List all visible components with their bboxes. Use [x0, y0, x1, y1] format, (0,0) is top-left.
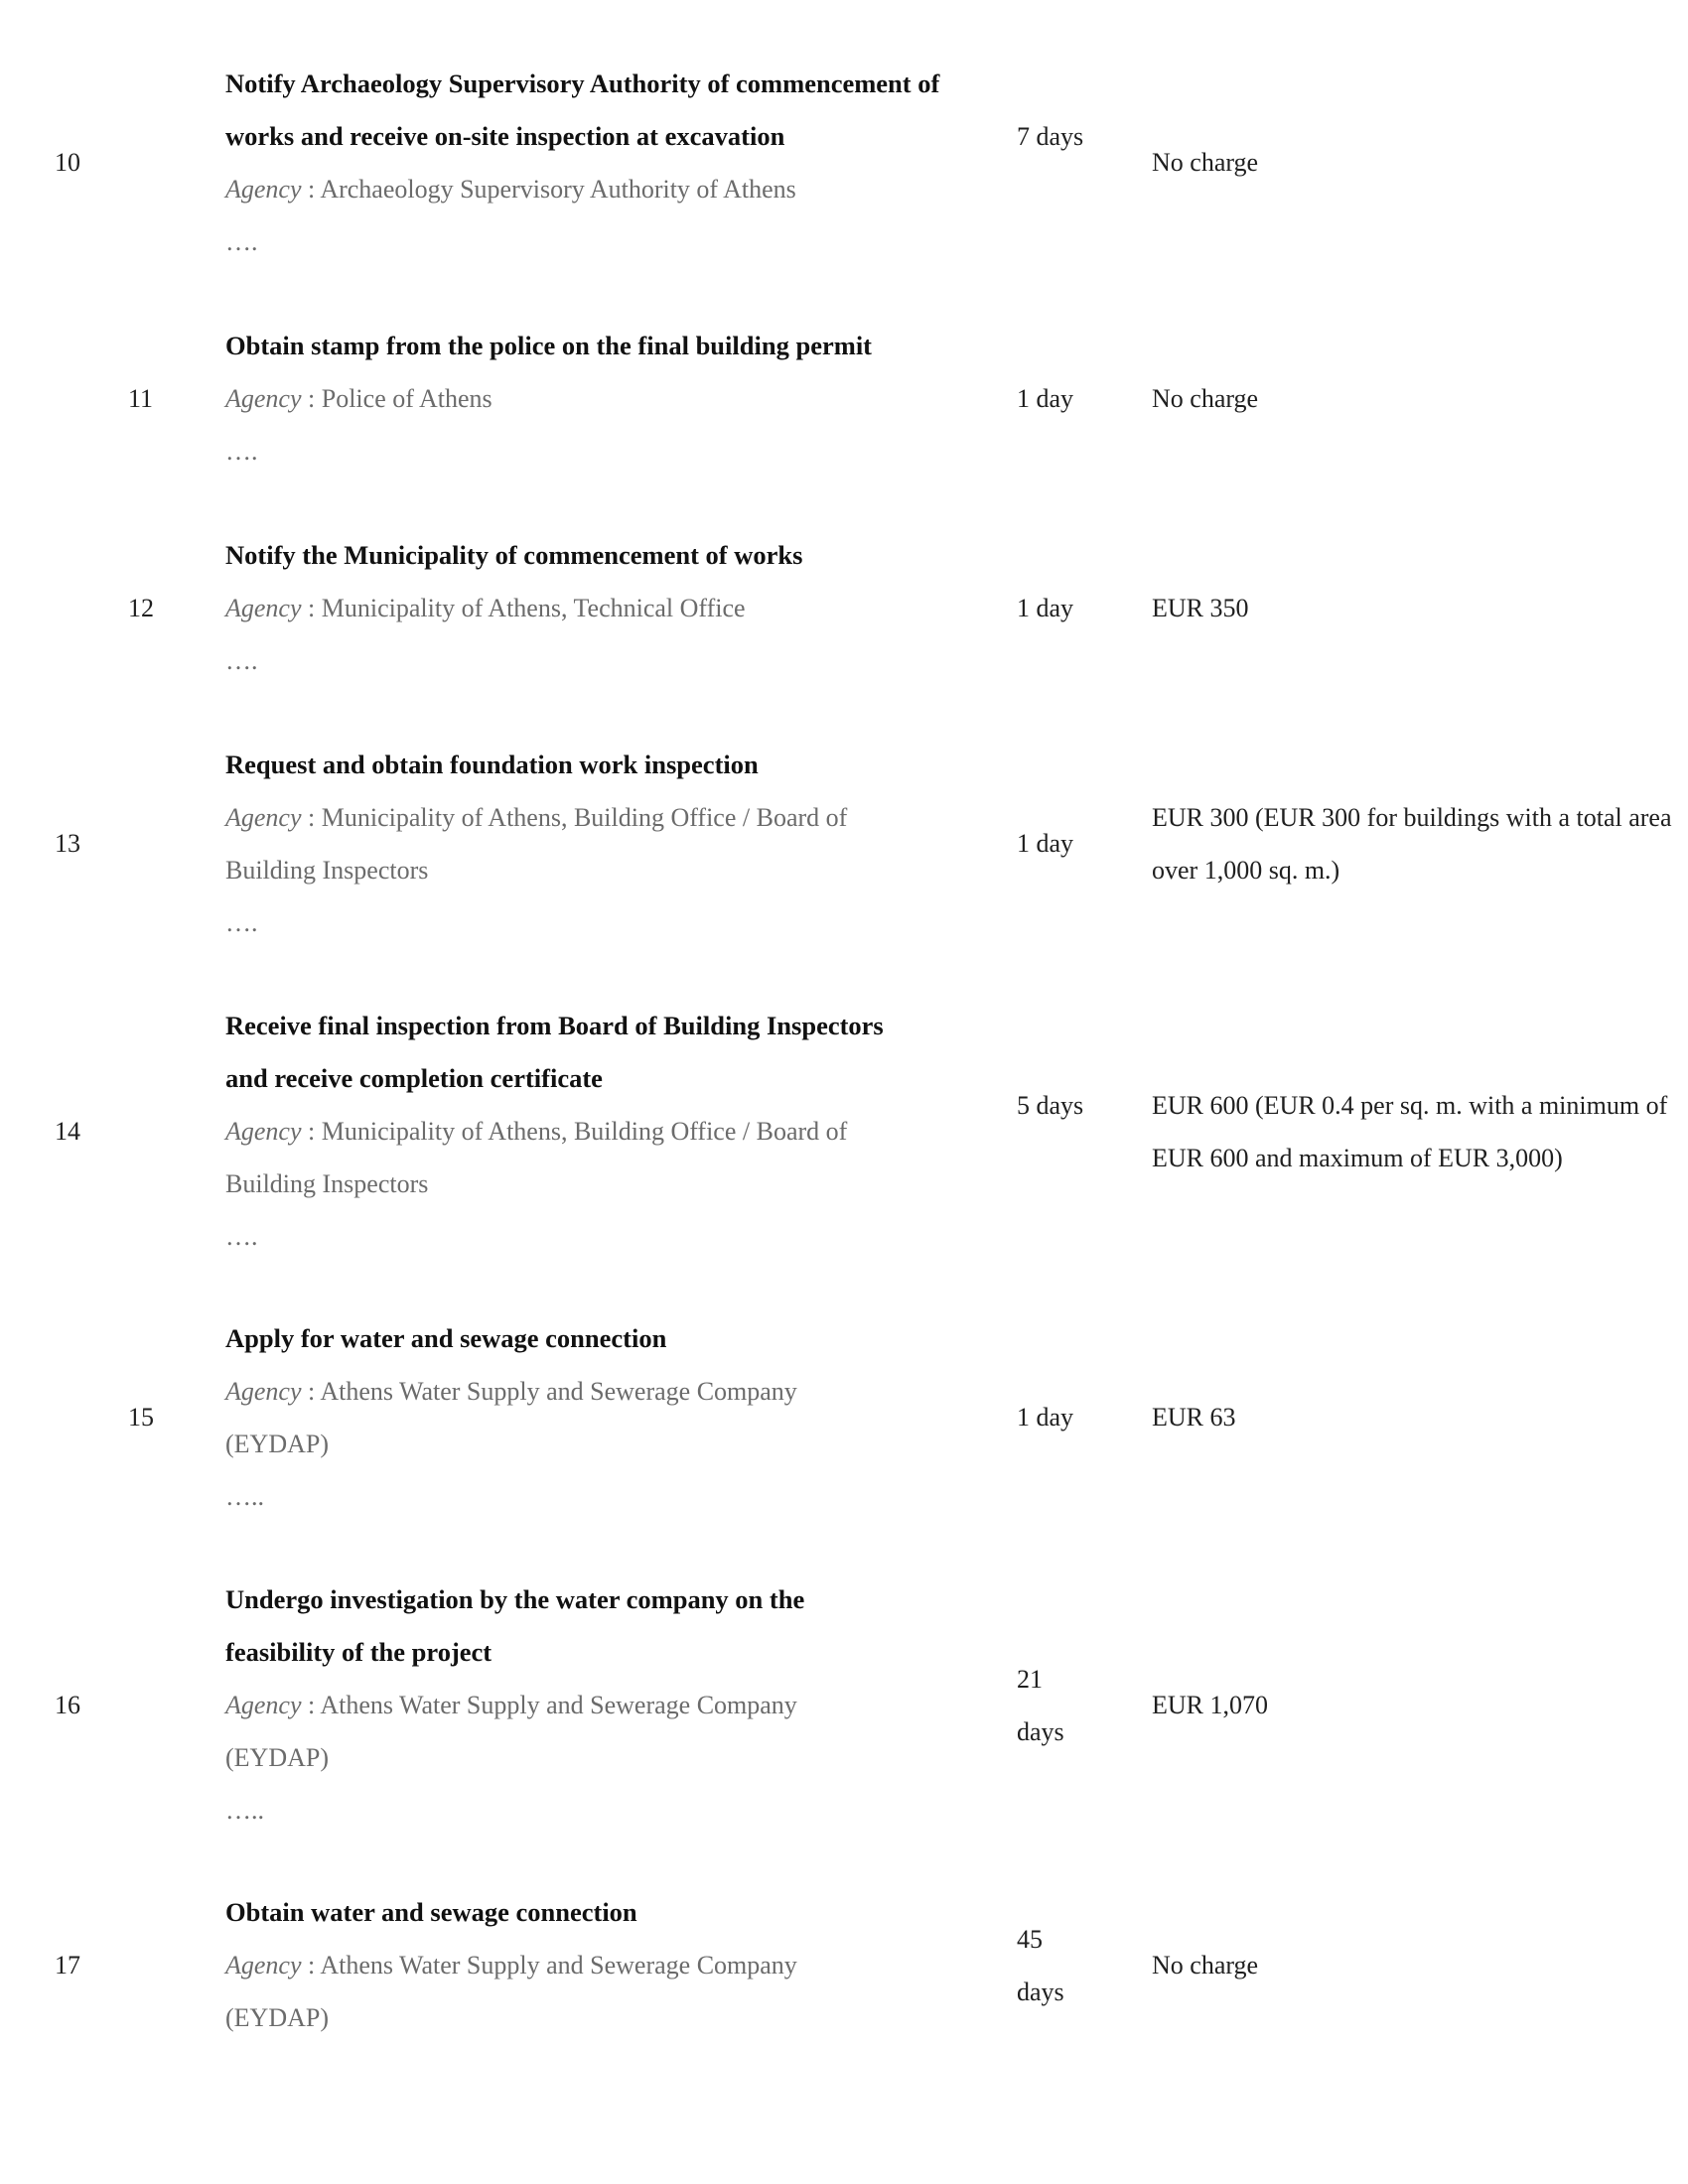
- procedure-agency: Agency : Athens Water Supply and Sewerage Company (EYDAP): [225, 1691, 797, 1772]
- procedure-time: 1 day: [1017, 384, 1074, 413]
- procedure-row: [0, 529, 1688, 688]
- procedure-details: [225, 1000, 911, 1263]
- procedure-number: 13: [55, 829, 80, 858]
- agency-name: Athens Water Supply and Sewerage Company (EYDAP): [225, 1377, 797, 1458]
- procedure-title: Receive final inspection from Board of Building Inspectors and receive completion certificate: [225, 1011, 884, 1093]
- procedure-row: [0, 739, 1688, 952]
- agency-name: Archaeology Supervisory Authority of Athens: [320, 175, 796, 204]
- procedure-row: [0, 1886, 1688, 2045]
- agency-label: Agency: [225, 1691, 302, 1719]
- procedure-number: 15: [128, 1403, 154, 1432]
- procedure-cost: EUR 300 (EUR 300 for buildings with a total area over 1,000 sq. m.): [1152, 803, 1672, 885]
- procedure-ellipsis: ….: [225, 646, 258, 675]
- agency-name: Municipality of Athens, Technical Office: [321, 594, 746, 622]
- agency-name: Athens Water Supply and Sewerage Company (EYDAP): [225, 1691, 797, 1772]
- procedure-ellipsis: ….: [225, 1222, 258, 1251]
- procedure-time: 1 day: [1017, 1403, 1074, 1432]
- procedure-agency: Agency : Police of Athens: [225, 384, 492, 413]
- procedure-number: 10: [55, 148, 80, 177]
- procedure-agency: Agency : Municipality of Athens, Building Office / Board of Building Inspectors: [225, 1117, 848, 1198]
- agency-label: Agency: [225, 1377, 302, 1406]
- procedure-details: [225, 1573, 881, 1837]
- agency-name: Municipality of Athens, Building Office / Board of Building Inspectors: [225, 1117, 848, 1198]
- procedure-title: Undergo investigation by the water company on the feasibility of the project: [225, 1584, 805, 1667]
- procedure-cost: No charge: [1152, 148, 1259, 177]
- procedure-details: [225, 1886, 881, 2044]
- agency-name: Police of Athens: [321, 384, 492, 413]
- procedure-time: 5 days: [1017, 1091, 1084, 1120]
- procedure-number: 14: [55, 1117, 80, 1146]
- procedure-title: Request and obtain foundation work inspection: [225, 750, 759, 779]
- agency-label: Agency: [225, 803, 302, 832]
- agency-name: Municipality of Athens, Building Office / Board of Building Inspectors: [225, 803, 848, 885]
- procedure-time: 1 day: [1017, 594, 1074, 622]
- procedure-cost: EUR 1,070: [1152, 1691, 1268, 1719]
- procedure-title: Obtain stamp from the police on the final building permit: [225, 331, 873, 360]
- procedure-number: 16: [55, 1691, 80, 1719]
- agency-label: Agency: [225, 175, 302, 204]
- procedure-details: [225, 529, 960, 687]
- procedure-ellipsis: ….: [225, 227, 258, 256]
- agency-label: Agency: [225, 384, 302, 413]
- agency-label: Agency: [225, 1951, 302, 1979]
- procedure-details: [225, 739, 911, 949]
- agency-name: Athens Water Supply and Sewerage Company (EYDAP): [225, 1951, 797, 2032]
- procedure-ellipsis: …..: [225, 1482, 264, 1511]
- procedure-details: [225, 320, 960, 478]
- procedure-cost: EUR 350: [1152, 594, 1249, 622]
- procedure-ellipsis: ….: [225, 437, 258, 466]
- procedure-ellipsis: ….: [225, 908, 258, 937]
- procedure-details: [225, 1312, 881, 1523]
- procedure-agency: Agency : Municipality of Athens, Building Office / Board of Building Inspectors: [225, 803, 848, 885]
- procedure-time: 7 days: [1017, 122, 1084, 151]
- procedure-agency: Agency : Archaeology Supervisory Authority of Athens: [225, 175, 796, 204]
- procedure-number: 12: [128, 594, 154, 622]
- procedure-ellipsis: …..: [225, 1796, 264, 1825]
- procedure-cost: EUR 63: [1152, 1403, 1236, 1432]
- procedure-agency: Agency : Athens Water Supply and Sewerage Company (EYDAP): [225, 1951, 797, 2032]
- procedure-number: 17: [55, 1951, 80, 1979]
- procedure-title: Notify Archaeology Supervisory Authority of commencement of works and receive on-site inspection at excavation: [225, 68, 940, 151]
- procedure-row: [0, 320, 1688, 478]
- procedure-title: Apply for water and sewage connection: [225, 1323, 667, 1353]
- agency-label: Agency: [225, 594, 302, 622]
- procedure-title: Notify the Municipality of commencement of works: [225, 540, 803, 570]
- agency-label: Agency: [225, 1117, 302, 1146]
- procedure-agency: Agency : Athens Water Supply and Sewerage Company (EYDAP): [225, 1377, 797, 1458]
- procedure-time: 1 day: [1017, 829, 1074, 858]
- procedure-cost: No charge: [1152, 384, 1259, 413]
- procedure-row: [0, 1312, 1688, 1526]
- procedure-details: [225, 58, 960, 268]
- procedure-title: Obtain water and sewage connection: [225, 1897, 637, 1927]
- procedure-cost: EUR 600 (EUR 0.4 per sq. m. with a minimum of EUR 600 and maximum of EUR 3,000): [1152, 1091, 1668, 1172]
- procedure-row: [0, 58, 1688, 276]
- procedure-time: 21 days: [1017, 1665, 1064, 1746]
- procedure-time: 45 days: [1017, 1925, 1064, 2006]
- procedure-agency: Agency : Municipality of Athens, Technical Office: [225, 594, 746, 622]
- procedure-row: [0, 1000, 1688, 1268]
- procedure-number: 11: [128, 384, 154, 413]
- procedure-cost: No charge: [1152, 1951, 1259, 1979]
- procedure-row: [0, 1573, 1688, 1842]
